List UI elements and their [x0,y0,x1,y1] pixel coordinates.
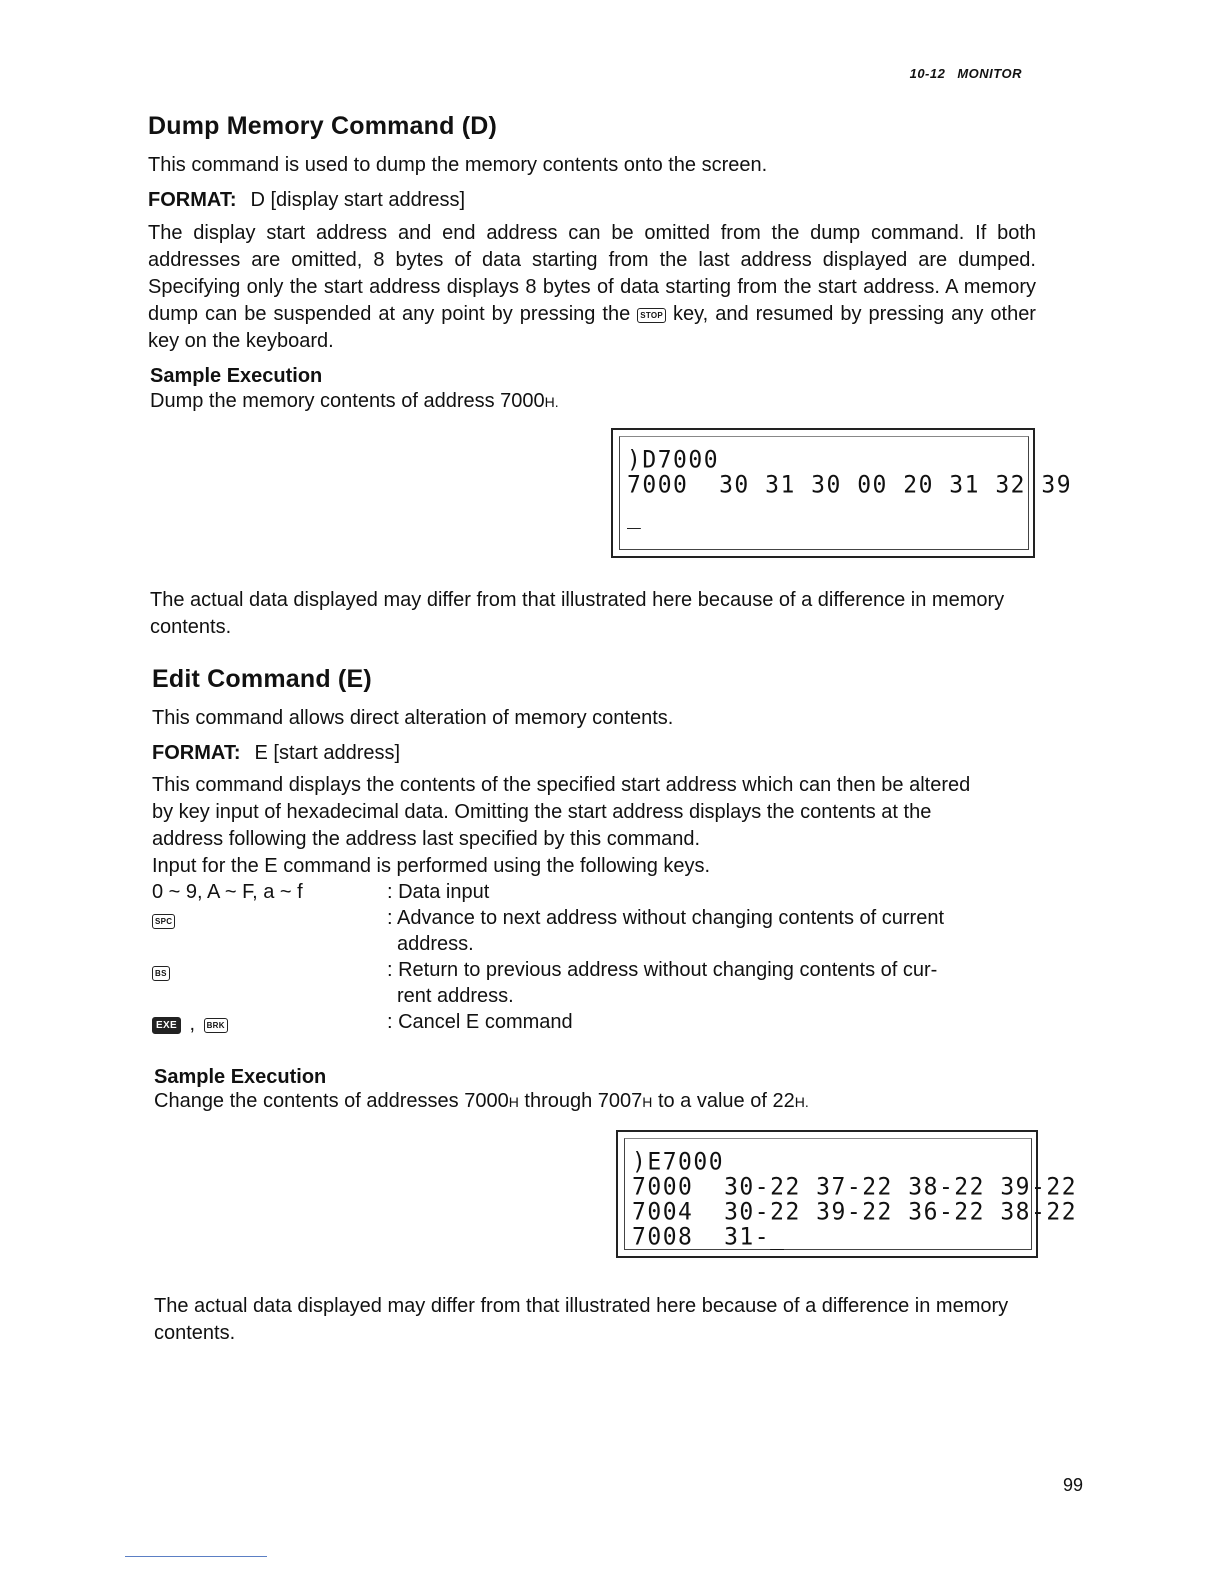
edit-description-line: by key input of hexadecimal data. Omitting the start address displays the contents at the [152,801,932,823]
dump-format-label: FORMAT: [148,189,237,211]
running-head [910,66,1022,81]
edit-screen-display [616,1130,1078,1258]
brk-key-icon: BRK [204,1018,228,1033]
edit-sample-desc-h2: H [642,1094,653,1110]
dump-sample-description-main: Dump the memory contents of address 7000 [150,390,545,412]
edit-format-label: FORMAT: [152,742,241,764]
edit-description-line: Input for the E command is performed using the following keys. [152,855,711,877]
edit-sample-desc-part3: to a value of 22 [652,1090,795,1112]
edit-screen-line-3: 7004 30-22 39-22 36-22 38-22 [632,1198,1078,1226]
dump-description-part2: key, and resumed by pressing any other key on the keyboard. [148,303,1036,352]
edit-description-line: This command displays the contents of the specified start address which can then be altered [152,774,971,796]
running-head-chapter: MONITOR [957,66,1022,81]
key-desc-bs: : Return to previous address without changing contents of cur- [387,959,938,981]
edit-sample-desc-part1: Change the contents of addresses 7000 [154,1090,509,1112]
page-number: 99 [1062,1475,1083,1495]
bs-key-icon: BS [152,966,170,981]
edit-screen-line-2: 7000 30-22 37-22 38-22 39-22 [632,1173,1078,1201]
edit-format-value: E [start address] [254,742,401,764]
edit-format [152,740,400,767]
dump-screen-line-2: 7000 30 31 30 00 20 31 32 39 [627,471,1073,499]
key-desc-spc: : Advance to next address without changing contents of current [387,907,945,929]
edit-key-table [152,879,1032,1039]
dump-format-value: D [display start address] [250,189,466,211]
key-desc-bs-cont: rent address. [397,985,514,1007]
edit-sample-description [154,1088,809,1116]
dump-sample-heading: Sample Execution [150,365,323,387]
edit-note: The actual data displayed may differ from that illustrated here because of a difference in memory contents. [154,1295,1009,1344]
dump-sample-description [150,388,559,416]
edit-section-title: Edit Command (E) [152,665,372,693]
dump-format [148,187,465,214]
edit-description [152,772,1042,880]
key-separator: , [189,1013,196,1035]
edit-description-line: address following the address last specified by this command. [152,828,701,850]
spc-key-icon: SPC [152,914,175,929]
dump-sample-description-suffix: H. [544,394,559,410]
edit-screen-line-1: )E7000 [632,1148,725,1176]
dump-intro: This command is used to dump the memory contents onto the screen. [148,154,768,176]
edit-screen-line-4: 7008 31-_ [632,1223,786,1251]
dump-description [148,220,1036,355]
edit-sample-heading: Sample Execution [154,1066,327,1088]
dump-note: The actual data displayed may differ from that illustrated here because of a difference in memory contents. [150,589,1005,638]
key-desc-cancel: : Cancel E command [387,1011,573,1033]
exe-key-icon: EXE [152,1017,181,1034]
edit-sample-desc-h3: H. [794,1094,809,1110]
footer-rule [125,1556,267,1557]
stop-key-icon: STOP [637,308,666,323]
key-desc-spc-cont: address. [397,933,474,955]
key-desc-data-input: : Data input [387,881,490,903]
dump-screen-line-1: )D7000 [627,446,720,474]
edit-intro: This command allows direct alteration of memory contents. [152,707,674,729]
dump-screen-display [611,428,1073,558]
key-label-hex: 0 ~ 9, A ~ F, a ~ f [152,881,303,903]
dump-description-part1: The display start address and end address can be omitted from the dump command. If both addresses are omitted, 8 bytes of data starting from the last address displayed are dumped. Specifying only the start address displays 8 bytes of data starting from the start address. A memory dump can be suspended at any point by pressing the [148,222,1036,325]
edit-sample-desc-part2: through 7007 [518,1090,643,1112]
dump-screen-cursor: _ [627,502,643,530]
edit-sample-desc-h1: H [508,1094,519,1110]
dump-section-title: Dump Memory Command (D) [148,112,498,140]
running-head-section: 10-12 [909,66,946,81]
